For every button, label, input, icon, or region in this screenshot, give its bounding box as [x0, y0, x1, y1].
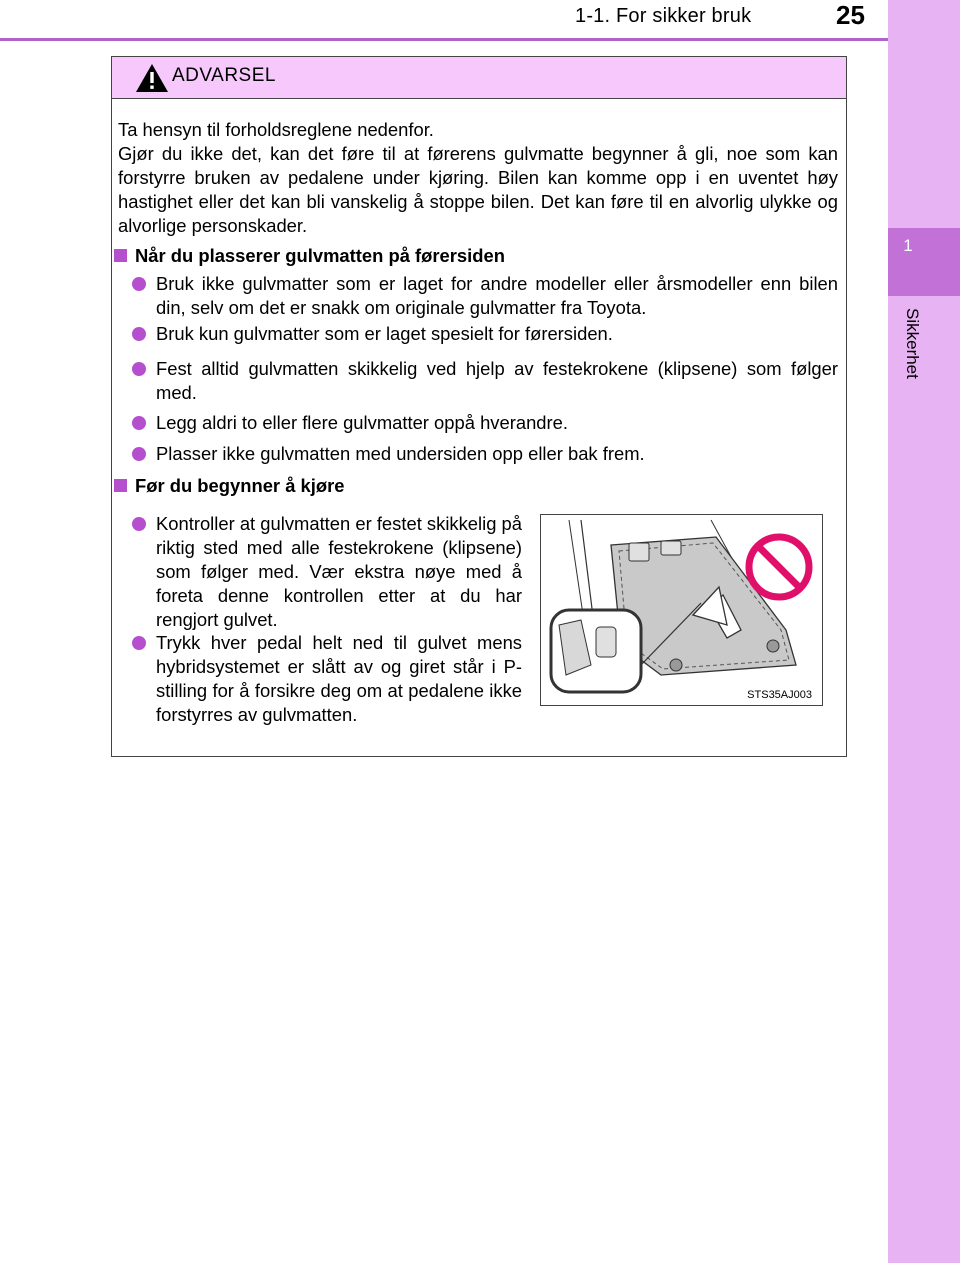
list-item: Trykk hver pedal helt ned til gulvet mens hybridsystemet er slått av og giret står i P-stilling for å forsikre deg om at pedalene ikke forstyrres av gulvmatten. [132, 631, 522, 727]
chapter-number: 1 [903, 236, 913, 255]
warning-triangle-icon [134, 62, 170, 94]
warning-intro: Ta hensyn til forholdsreglene nedenfor. [118, 119, 434, 140]
square-bullet-icon [114, 479, 127, 492]
bullet-dot-icon [132, 517, 146, 531]
floor-mat-illustration [540, 514, 823, 706]
warning-header [112, 57, 846, 99]
warning-box [111, 56, 847, 757]
list-item: Fest alltid gulvmatten skikkelig ved hjelp av festekrokene (klipsene) som følger med. [132, 357, 838, 405]
square-bullet-icon [114, 249, 127, 262]
bullet-dot-icon [132, 447, 146, 461]
bullet-dot-icon [132, 277, 146, 291]
illustration-code: STS35AJ003 [747, 689, 812, 701]
warning-body: Gjør du ikke det, kan det føre til at førerens gulvmatte begynner å gli, noe som kan forstyrre bruken av pedalene under kjøring. Bilen kan komme opp i en uventet høy hastighet eller det kan bli vanskelig å stoppe bilen. Det kan føre til en alvorlig ulykke og alvorlige personskader. [118, 143, 838, 236]
section-heading: Før du begynner å kjøre [114, 474, 345, 498]
list-item: Plasser ikke gulvmatten med undersiden opp eller bak frem. [132, 442, 838, 466]
section-title: 1-1. For sikker bruk [575, 5, 752, 27]
chapter-label: Sikkerhet [903, 308, 922, 379]
warning-title: ADVARSEL [172, 65, 276, 86]
header-rule [0, 38, 888, 41]
list-item: Kontroller at gulvmatten er festet skikkelig på riktig sted med alle festekrokene (klipsene) som følger med. Vær ekstra nøye med å foreta denne kontrollen etter at du har rengjort gulvet. [132, 512, 522, 632]
list-item: Bruk kun gulvmatter som er laget spesielt for førersiden. [132, 322, 838, 346]
bullet-dot-icon [132, 327, 146, 341]
page-number: 25 [836, 0, 865, 30]
section-heading: Når du plasserer gulvmatten på førersiden [114, 244, 505, 268]
list-item: Bruk ikke gulvmatter som er laget for andre modeller eller årsmodeller enn bilen din, selv om det er snakk om originale gulvmatter fra Toyota. [132, 272, 838, 320]
prohibited-icon [749, 537, 809, 597]
chapter-tab [888, 0, 960, 1263]
bullet-dot-icon [132, 362, 146, 376]
bullet-dot-icon [132, 636, 146, 650]
list-item: Legg aldri to eller flere gulvmatter oppå hverandre. [132, 411, 838, 435]
bullet-dot-icon [132, 416, 146, 430]
floor-mat-drawing [541, 515, 822, 705]
